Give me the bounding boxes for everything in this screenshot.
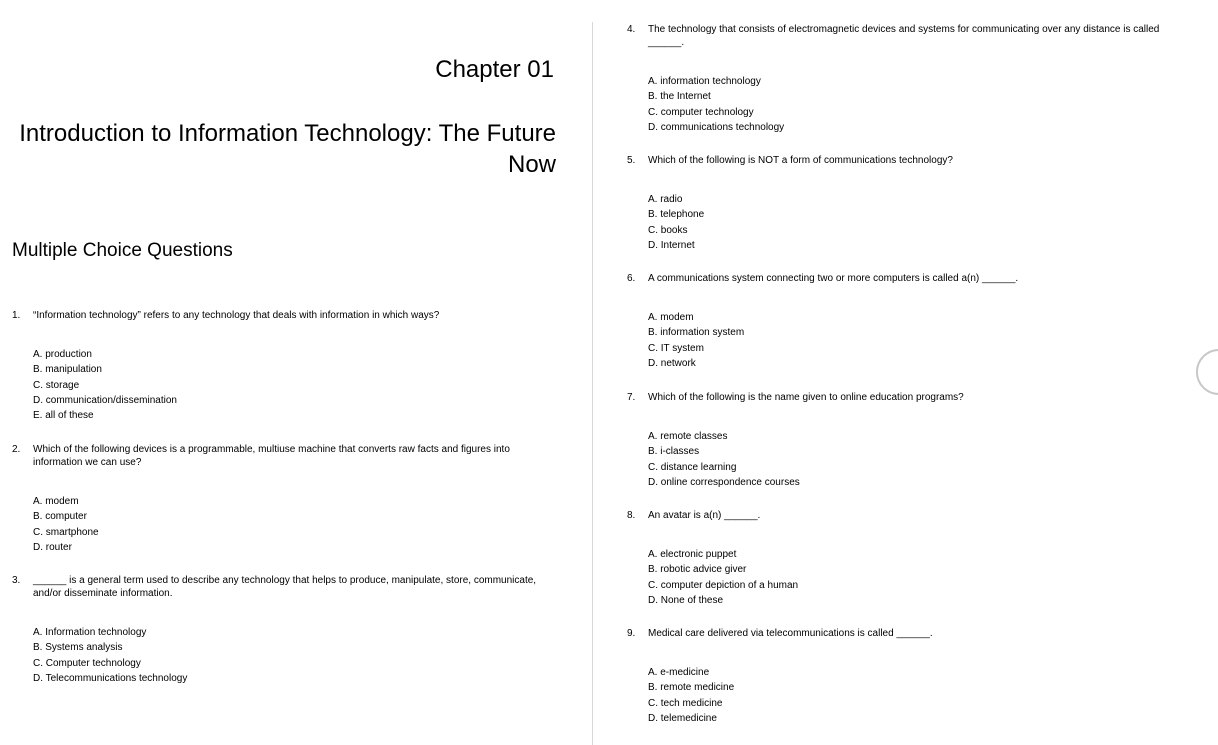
question-text: The technology that consists of electromagnetic devices and systems for communicating over any distance is called ______. xyxy=(648,24,1160,48)
answer-option: C. books xyxy=(648,224,688,236)
question-stem xyxy=(627,154,1187,192)
answer-option: A. modem xyxy=(648,312,694,323)
answer-option: A. information technology xyxy=(648,76,761,87)
answer-option: B. information system xyxy=(648,327,745,339)
answer-option: B. computer xyxy=(33,511,87,523)
answer-option: C. distance learning xyxy=(648,461,737,473)
question-number: 7. xyxy=(627,392,636,403)
question-2 xyxy=(12,443,552,555)
question-text: Which of the following devices is a programmable, multiuse machine that converts raw facts and figures into information we can use? xyxy=(33,444,513,468)
question-number: 1. xyxy=(12,310,21,321)
answer-option: A. production xyxy=(33,349,92,360)
left-page-column xyxy=(0,0,592,745)
question-8 xyxy=(627,509,1187,608)
question-number: 3. xyxy=(12,575,21,586)
answer-options xyxy=(627,429,1187,490)
question-stem xyxy=(12,443,552,494)
answer-option: C. storage xyxy=(33,379,80,391)
question-stem xyxy=(627,627,1187,665)
answer-option: A. modem xyxy=(33,496,79,507)
question-text: Which of the following is NOT a form of communications technology? xyxy=(648,155,953,166)
question-9 xyxy=(627,627,1187,726)
answer-option: A. radio xyxy=(648,194,683,205)
answer-options xyxy=(12,494,552,555)
question-stem xyxy=(627,23,1187,74)
question-1 xyxy=(12,309,552,423)
chapter-heading: Chapter 01 xyxy=(435,56,554,83)
question-text: ______ is a general term used to describe any technology that helps to produce, manipulate, store, communicate, and/or disseminate information. xyxy=(33,575,539,599)
answer-option: A. electronic puppet xyxy=(648,549,737,560)
answer-option: C. IT system xyxy=(648,342,704,354)
question-stem xyxy=(627,391,1187,429)
question-text: A communications system connecting two or more computers is called a(n) ______. xyxy=(648,273,1019,284)
question-7 xyxy=(627,391,1187,490)
answer-option: B. Systems analysis xyxy=(33,642,123,654)
answer-option: C. tech medicine xyxy=(648,697,723,709)
answer-option: D. communications technology xyxy=(648,121,785,133)
answer-option: C. computer depiction of a human xyxy=(648,579,799,591)
answer-option: D. Telecommunications technology xyxy=(33,672,188,684)
answer-options xyxy=(627,310,1187,371)
answer-option: B. telephone xyxy=(648,209,705,221)
answer-option: D. network xyxy=(648,357,696,369)
answer-option: D. online correspondence courses xyxy=(648,476,800,488)
question-3 xyxy=(12,574,552,686)
question-stem xyxy=(627,509,1187,547)
section-heading: Multiple Choice Questions xyxy=(12,240,233,261)
answer-options xyxy=(12,625,552,686)
answer-options xyxy=(627,74,1187,135)
answer-options xyxy=(627,547,1187,608)
answer-option: D. communication/dissemination xyxy=(33,394,177,406)
question-stem xyxy=(12,309,552,347)
question-number: 5. xyxy=(627,155,636,166)
question-number: 9. xyxy=(627,628,636,639)
question-number: 8. xyxy=(627,510,636,521)
question-text: Medical care delivered via telecommunications is called ______. xyxy=(648,628,933,639)
answer-option: C. smartphone xyxy=(33,526,99,538)
answer-option: D. telemedicine xyxy=(648,712,717,724)
question-number: 2. xyxy=(12,444,21,455)
question-5 xyxy=(627,154,1187,253)
question-number: 6. xyxy=(627,273,636,284)
question-stem xyxy=(627,272,1187,310)
answer-option: C. Computer technology xyxy=(33,657,141,669)
chapter-title: Introduction to Information Technology: The Future Now xyxy=(19,120,556,178)
answer-options xyxy=(627,665,1187,726)
question-4 xyxy=(627,23,1187,135)
answer-option: A. remote classes xyxy=(648,431,728,442)
answer-option: D. None of these xyxy=(648,594,724,606)
answer-options xyxy=(12,347,552,423)
right-page-column xyxy=(593,0,1218,745)
answer-option: B. i-classes xyxy=(648,446,700,458)
answer-option: B. manipulation xyxy=(33,364,102,376)
answer-option: A. Information technology xyxy=(33,627,147,638)
question-stem xyxy=(12,574,552,625)
question-text: An avatar is a(n) ______. xyxy=(648,510,761,521)
answer-option: A. e-medicine xyxy=(648,667,710,678)
answer-option: B. robotic advice giver xyxy=(648,564,747,576)
question-6 xyxy=(627,272,1187,371)
answer-option: B. remote medicine xyxy=(648,682,735,694)
answer-options xyxy=(627,192,1187,253)
question-text: Which of the following is the name given to online education programs? xyxy=(648,392,964,403)
answer-option: B. the Internet xyxy=(648,91,711,103)
question-text: “Information technology” refers to any technology that deals with information in which ways? xyxy=(33,310,440,321)
answer-option: C. computer technology xyxy=(648,106,754,118)
answer-option: D. Internet xyxy=(648,239,695,251)
question-number: 4. xyxy=(627,24,636,35)
answer-option: D. router xyxy=(33,541,72,553)
answer-option: E. all of these xyxy=(33,410,94,422)
